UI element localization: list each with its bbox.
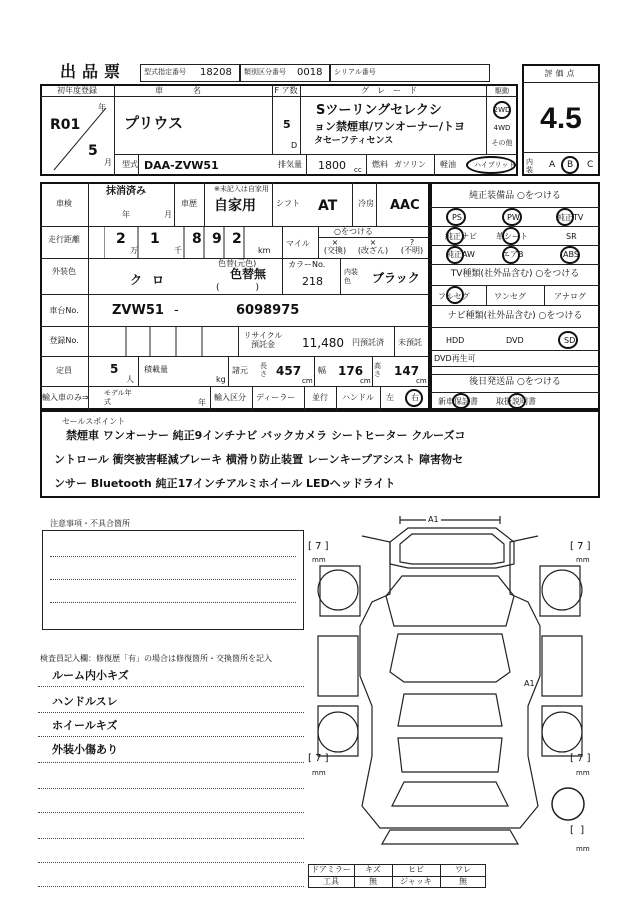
shift-value: AT	[318, 198, 338, 214]
fuel-hybrid-circle	[466, 156, 516, 174]
tv-fullseg: フルセグ	[438, 292, 470, 301]
registration-grid	[88, 326, 238, 356]
later-manual-circle	[508, 393, 526, 409]
dims-label: 諸元	[232, 366, 248, 375]
footer-h-break: ワレ	[455, 865, 471, 874]
height-value: 147	[394, 364, 420, 378]
note-item-4: 外装小傷あり	[52, 743, 118, 756]
mileage-circle-label: ○をつける	[334, 227, 373, 236]
equip-sr: SR	[566, 232, 577, 241]
navi-dvd-play: DVD再生可	[434, 354, 476, 363]
chassis-sep: -	[174, 303, 179, 318]
orig-color-value: 色替無	[230, 267, 267, 281]
equip-airbag-circle	[502, 246, 520, 264]
ac-value: AAC	[390, 198, 420, 213]
tread-fr-unit: mm	[576, 556, 590, 564]
later-warranty-circle	[452, 393, 470, 409]
interior-color-value: ブラック	[372, 271, 420, 285]
mileage-grid	[104, 226, 272, 258]
mileage-x-mark-2: ×	[369, 238, 377, 247]
equip-aw: 純正AW	[446, 250, 475, 259]
equip-pw-circle	[502, 208, 522, 226]
inspection-year: 年	[122, 210, 130, 219]
height-label: 高さ	[374, 362, 381, 378]
mileage-exchange: (交換)	[323, 246, 347, 255]
equip-navi-circle	[446, 227, 464, 245]
sales-line-2: ントロール 衝突被害軽減ブレーキ 横滑り防止装置 レーンキープアシスト 障害物セ	[54, 453, 464, 466]
mileage-q-mark: ?	[409, 238, 415, 247]
cert-number: 18208	[200, 67, 232, 78]
score-label: 評価点	[544, 69, 578, 78]
equip-tv: 純正TV	[557, 213, 584, 222]
orig-color-label: 色替(元色)	[218, 259, 257, 268]
footer-h-mirror: ドアミラー	[311, 865, 351, 874]
footer-h-scratch: キズ	[365, 865, 381, 874]
navi-sd: SD	[564, 336, 576, 345]
sheet-title: 出品票	[60, 62, 127, 81]
shift-label: シフト	[276, 199, 300, 208]
color-code: 218	[302, 275, 323, 288]
history-value: 自家用	[214, 198, 256, 214]
interior-grade-label: 内装	[526, 158, 533, 174]
handle-right: 右	[411, 393, 419, 402]
equip-abs-circle	[560, 246, 580, 264]
navi-sd-circle	[558, 331, 578, 349]
class-label: 類別区分番号	[244, 68, 286, 76]
footer-tools: 工具	[323, 877, 339, 886]
capacity-label: 定員	[56, 366, 72, 375]
mileage-digit-1: 2	[116, 231, 126, 247]
footer-jack-value: 無	[459, 877, 467, 886]
tv-analog: アナログ	[554, 292, 586, 301]
ac-label: 冷房	[358, 199, 374, 208]
capacity-unit: 人	[126, 375, 134, 384]
tv-fullseg-circle	[446, 286, 464, 304]
equip-pw: PW	[507, 213, 520, 222]
mileage-man: 万	[130, 246, 138, 255]
a1-side-label: A1	[524, 679, 535, 688]
recycle-not: 未預託	[398, 338, 422, 347]
drive-2wd-circle	[493, 101, 511, 119]
import-parallel: 並行	[312, 393, 328, 402]
sales-line-3: ンサー Bluetooth 純正17インチアルミホイール LEDヘッドライト	[54, 477, 396, 490]
recycle-unit: 円預託済	[352, 338, 384, 347]
mileage-digit-3: 8	[192, 231, 202, 247]
reg-year-unit: 年	[98, 103, 106, 112]
mileage-digit-4: 9	[212, 231, 222, 247]
grade-line-3: タセーフティセンス	[314, 136, 394, 146]
length-label: 長さ	[260, 362, 267, 378]
mileage-x-mark: ×	[331, 238, 339, 247]
model-label: 型式	[122, 160, 138, 169]
class-number: 0018	[297, 67, 323, 78]
tread-fr-bracket: [ 7 ]	[570, 541, 591, 552]
drive-label: 駆動	[495, 87, 509, 95]
tread-rl-unit: mm	[312, 769, 326, 777]
equipment-title: 純正装備品 ○をつける	[469, 191, 561, 201]
inspector-label: 検査員記入欄：修復歴「有」の場合は修復箇所・交換箇所を記入	[40, 654, 272, 663]
cert-label: 型式指定番号	[144, 68, 186, 76]
chassis-label: 車台No.	[49, 306, 79, 315]
import-year-unit: 年	[198, 398, 206, 407]
registration-label: 登録No.	[49, 336, 79, 345]
note-item-3: ホイールキズ	[52, 719, 118, 732]
equip-leather: 革シート	[496, 232, 528, 241]
recycle-value: 11,480	[302, 336, 344, 350]
tread-fl-unit: mm	[312, 556, 326, 564]
tread-fl-bracket: [ 7 ]	[308, 541, 329, 552]
mileage-digit-2: 1	[150, 231, 160, 247]
drive-other: その他	[491, 139, 513, 147]
color-value: クロ	[130, 273, 175, 287]
door-count: 5	[283, 118, 291, 131]
color-label: 外装色	[52, 267, 76, 276]
reg-month: 5	[88, 143, 98, 159]
chassis-model: ZVW51	[112, 303, 164, 318]
spare-unit: mm	[576, 845, 590, 853]
import-div-label: 輸入区分	[214, 393, 246, 402]
interior-color-label: 内装色	[344, 268, 358, 285]
import-label: 輸入車のみ⇒	[42, 393, 89, 402]
inspection-label: 車検	[56, 199, 72, 208]
note-item-2: ハンドルスレ	[52, 695, 118, 708]
footer-jack: ジャッキ	[400, 877, 432, 886]
tread-rl-bracket: [ 7 ]	[308, 753, 329, 764]
notes-bracket	[42, 530, 304, 630]
car-name-label: 車名	[155, 86, 231, 95]
spare-bracket: [ ]	[570, 825, 585, 836]
mileage-label: 走行距離	[48, 235, 80, 244]
sales-title: セールスポイント	[62, 417, 126, 426]
navi-hdd: HDD	[446, 336, 465, 345]
interior-grade-a: A	[549, 160, 556, 170]
recycle-label: リサイクル預託金	[243, 331, 283, 349]
model-code: DAA-ZVW51	[144, 159, 219, 172]
height-unit: cm	[416, 377, 427, 385]
tread-rr-unit: mm	[576, 769, 590, 777]
door-suffix: D	[291, 141, 298, 150]
reg-era: R01	[50, 117, 81, 133]
footer-tools-value: 無	[369, 877, 377, 886]
interior-grade-b-circle	[561, 156, 579, 174]
mileage-modified: (改ざん)	[357, 246, 389, 255]
fuel-gas: ガソリン	[394, 160, 426, 169]
interior-grade-b: B	[567, 160, 574, 170]
drive-2wd: 2WD	[493, 106, 511, 114]
width-label: 幅	[318, 366, 326, 375]
interior-grade-c: C	[587, 160, 594, 170]
mileage-digit-5: 2	[232, 231, 242, 247]
equip-aw-circle	[446, 246, 464, 264]
score-value: 4.5	[540, 102, 582, 135]
notes-title: 注意事項・不具合箇所	[50, 519, 130, 528]
load-label: 積載量	[144, 365, 168, 374]
mileage-sen: 千	[174, 246, 182, 255]
navi-dvd: DVD	[506, 336, 524, 345]
fuel-label: 燃料	[372, 160, 388, 169]
later-title: 後日発送品 ○をつける	[469, 377, 561, 387]
navi-title: ナビ種類(社外品含む) ○をつける	[447, 311, 583, 321]
history-label: 車歴	[181, 199, 197, 208]
length-value: 457	[276, 364, 302, 378]
disp-unit: cc	[354, 166, 362, 174]
orig-color-paren: ( )	[216, 283, 260, 293]
tv-title: TV種類(社外品含む) ○をつける	[450, 269, 580, 279]
mileage-unknown: (不明)	[400, 246, 424, 255]
doors-label: F ア数	[274, 86, 298, 95]
tread-rr-bracket: [ 7 ]	[570, 753, 591, 764]
color-code-label: カラーNo.	[288, 260, 326, 269]
serial-label: シリアル番号	[334, 68, 376, 76]
later-warranty: 新車保証書	[438, 397, 478, 406]
capacity-value: 5	[110, 362, 119, 376]
import-handle: ハンドル	[342, 393, 374, 402]
import-model-year: モデル年式	[104, 389, 132, 406]
equip-abs: ABS	[563, 250, 579, 259]
inspection-month: 月	[164, 210, 172, 219]
history-note: ※未記入は自家用	[214, 185, 269, 193]
mileage-km: km	[258, 246, 271, 255]
width-value: 176	[338, 364, 364, 378]
footer-h-crack: ヒビ	[408, 865, 424, 874]
car-damage-diagram	[300, 506, 600, 864]
inspection-status: 抹消済み	[106, 186, 146, 197]
note-item-1: ルーム内小キズ	[52, 669, 129, 682]
grade-line-1: Sツーリングセレクシ	[316, 103, 442, 118]
equip-leather-circle	[502, 227, 520, 245]
reg-month-unit: 月	[104, 158, 112, 167]
disp-value: 1800	[318, 159, 346, 172]
mileage-mile: マイル	[286, 239, 310, 248]
equip-ps-circle	[446, 208, 466, 226]
handle-left: 左	[386, 393, 394, 402]
import-dealer: ディーラー	[256, 393, 296, 402]
tv-oneseg: ワンセグ	[494, 292, 526, 301]
load-unit: kg	[216, 375, 226, 384]
grade-line-2: ョン禁煙車/ワンオーナー/トヨ	[314, 120, 466, 133]
disp-label: 排気量	[278, 160, 302, 169]
width-unit: cm	[360, 377, 371, 385]
handle-right-circle	[405, 389, 423, 407]
chassis-number: 6098975	[236, 303, 300, 318]
car-name: プリウス	[124, 114, 183, 132]
equip-ps: PS	[452, 213, 462, 222]
equip-airbag: エアB	[502, 250, 524, 259]
length-unit: cm	[302, 377, 313, 385]
sales-line-1: 禁煙車 ワンオーナー 純正9インチナビ バックカメラ シートヒーター クルーズコ	[66, 429, 466, 442]
a1-top-label: A1	[428, 515, 439, 524]
fuel-light: 軽油	[440, 160, 456, 169]
first-reg-label: 初年度登録	[57, 86, 97, 95]
equip-tv-circle	[556, 208, 574, 226]
later-manual: 取扱説明書	[496, 397, 536, 406]
drive-4wd: 4WD	[493, 124, 511, 132]
fuel-hybrid: ハイブリッド	[474, 161, 516, 169]
equip-navi: 純正ナビ	[445, 232, 477, 241]
grade-label: グレード	[361, 86, 425, 95]
